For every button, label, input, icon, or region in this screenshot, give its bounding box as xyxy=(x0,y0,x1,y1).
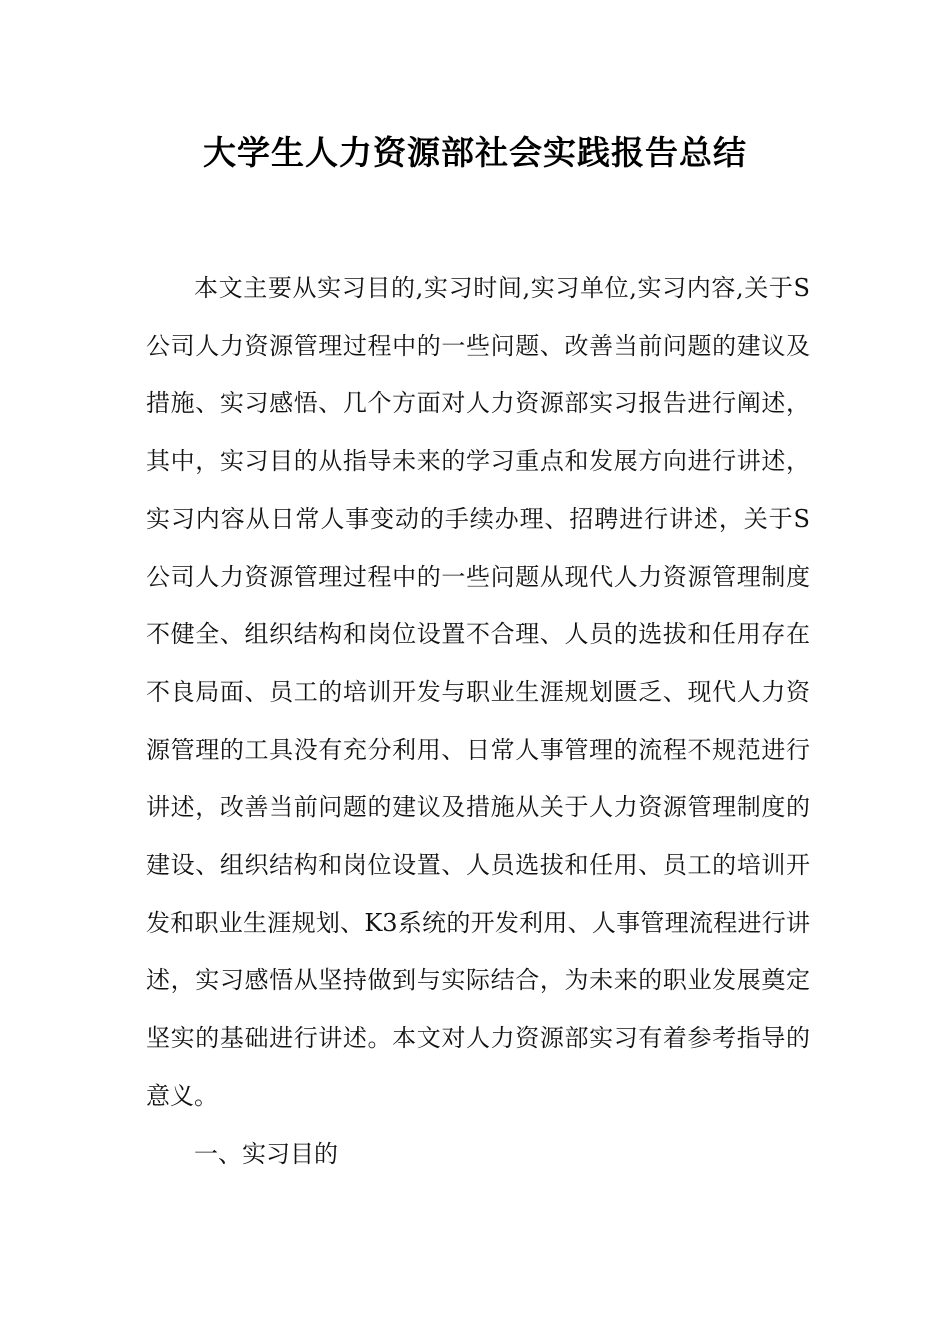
abstract-paragraph: 本文主要从实习目的,实习时间,实习单位,实习内容,关于S公司人力资源管理过程中的一些问题、改善当前问题的建议及措施、实习感悟、几个方面对人力资源部实习报告进行阐述，其中，实习目的从指导未来的学习重点和发展方向进行讲述，实习内容从日常人事变动的手续办理、招聘进行讲述，关于S公司人力资源管理过程中的一些问题从现代人力资源管理制度不健全、组织结构和岗位设置不合理、人员的选拔和任用存在不良局面、员工的培训开发与职业生涯规划匮乏、现代人力资源管理的工具没有充分利用、日常人事管理的流程不规范进行讲述，改善当前问题的建议及措施从关于人力资源管理制度的建设、组织结构和岗位设置、人员选拔和任用、员工的培训开发和职业生涯规划、K3系统的开发利用、人事管理流程进行讲述，实习感悟从坚持做到与实际结合，为未来的职业发展奠定坚实的基础进行讲述。本文对人力资源部实习有着参考指导的意义。 xyxy=(146,274,810,1110)
document-title: 大学生人力资源部社会实践报告总结 xyxy=(203,133,747,172)
section-heading: 一、实习目的 xyxy=(194,1139,338,1168)
document-body xyxy=(146,260,810,1183)
